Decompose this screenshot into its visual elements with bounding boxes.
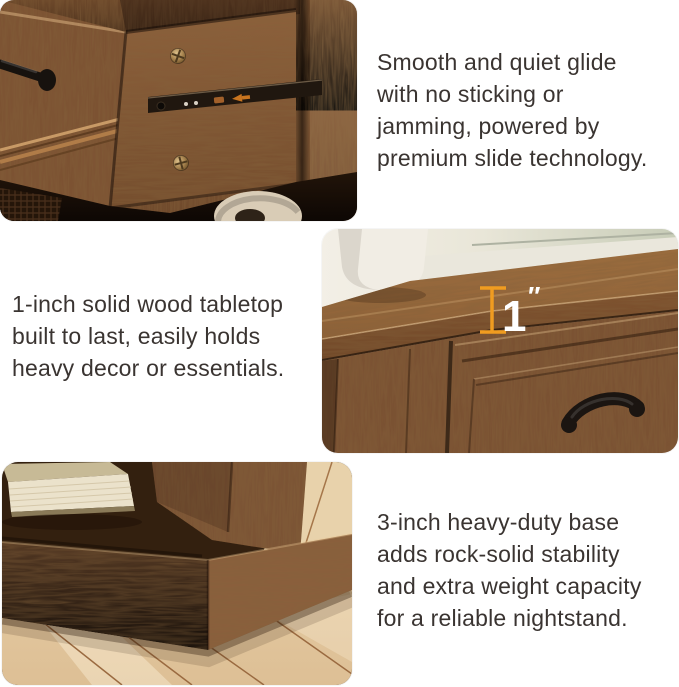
drawer-slide-photo <box>0 0 357 221</box>
caption-line: with no sticking or <box>377 81 564 107</box>
caption-tabletop <box>12 288 284 384</box>
caption-line: built to last, easily holds <box>12 323 261 349</box>
caption-line: 3-inch heavy-duty base <box>377 509 620 535</box>
base-photo <box>2 462 352 685</box>
tabletop-photo <box>322 229 678 453</box>
caption-line: adds rock-solid stability <box>377 541 620 567</box>
caption-line: heavy decor or essentials. <box>12 355 285 381</box>
caption-line: premium slide technology. <box>377 145 648 171</box>
caption-line: jamming, powered by <box>377 113 600 139</box>
caption-line: 1-inch solid wood tabletop <box>12 291 284 317</box>
caption-drawer-glide <box>377 46 647 174</box>
caption-line: Smooth and quiet glide <box>377 49 617 75</box>
caption-base <box>377 506 642 634</box>
caption-line: for a reliable nightstand. <box>377 605 628 631</box>
book <box>2 462 142 530</box>
measurement-unit: ″ <box>528 281 541 311</box>
caption-line: and extra weight capacity <box>377 573 642 599</box>
measurement-value: 1 <box>502 292 527 341</box>
